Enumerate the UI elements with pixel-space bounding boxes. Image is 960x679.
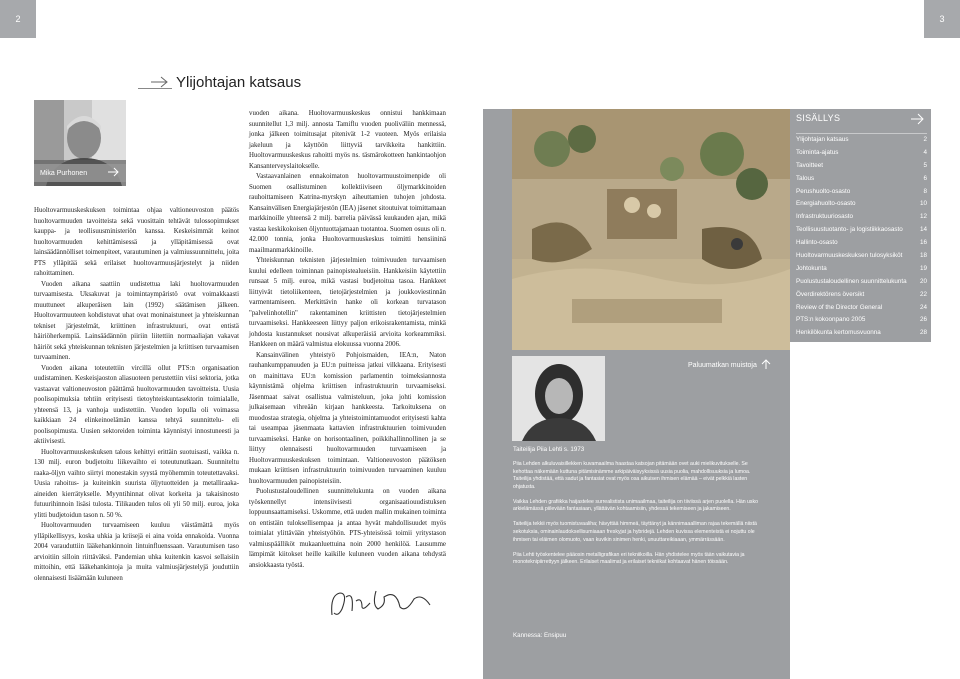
artwork-image [512,109,790,350]
toc-heading: SISÄLLYS [796,113,841,123]
middle-paragraph: vuoden aikana. Huoltovarmuuskeskus onnistui hankkimaan suunnitellut 1,3 milj. annosta Tamiflu vuoden puoliväliin mennessä, jonka jälkeen toimitusajat pitenivät 1-2 vuoteen. Myös erilaisia jakeluun ja käyttöön liittyviä tarvikkeita hankittiin. Huoltovarmuuskeskus rahoitti myös ns. täsmärokotteen hankintaohjon Kansanterveyslaitokselle. [249,110,446,170]
left-paragraph: Vuoden aikana saattiin uudistettua laki huoltovarmuuden turvaamisesta. Uksakuvat ja toimintaympäristö ovat voimakkaasti muuttuneet alkuperäisen lain (1992) säätämisen jälkeen. Huoltovarmuuteen kohdistuvat uhat ovat moninaistuneet ja yhteiskunnan tekniset järjestelmät, kriittinen infrastruktuuri, ovat entistä häiriöherkempiä. Lainsäädännön piiriin liitettiin normaaliajan vakavat häiriöt sekä yhteiskunnan teknisten järjestelmien ja kriittisen turvaamisen turvaaminen. [34,280,239,361]
toc-list [796,133,927,339]
toc-item[interactable]: Tavoitteet 5 [796,161,927,169]
toc-item[interactable]: Hallinto-osasto 16 [796,239,927,247]
left-paragraph: Huoltovarmuuskeskuksen toimintaa ohjaa valtioneuvoston päätös huoltovarmuuden tavoitteista sekä vuosittain tehtävät tulossopimukset kauppa- ja teollisuusministeriön kanssa. Keskeisimmät keinot huoltovarmuuden kehittämisessä ja ylläpitämisessä ovat lainsäädännölliset toimenpiteet, varautuminen ja valmiussuunnittelu, joita PTS ylläpitää sekä erilaiset huoltovarmuusjärjestelyt ja niiden rahoittaminen. [34,207,239,277]
middle-column-text [249,109,446,571]
arrow-up-icon [761,356,771,374]
toc-item[interactable]: Toiminta-ajatus 4 [796,148,927,156]
artwork-link-label: Paluumatkan muistoja [688,361,757,369]
toc-item[interactable]: Henkilökunta kertomusvuonna 28 [796,329,927,337]
left-paragraph: Huoltovarmuuskeskuksen talous kehittyi erittäin suotuisasti, vaikka n. 130 milj. euron budjetoitu liikevaihto ei toteutunutkaan. Suunniteltu raaka-öljyn vaihto siirtyi monestakin syystä myöhemmin toteutettavaksi. Uusia rahoitus- ja kuiteinkin suurista öljytuotteiden ja metalliraaka-aineiden kierrätykselle. Myyntihinnat olivat korkeita ja takaisinosto futuurihinnoin lisäsi tulosta. Tilikauden tulos oli yli 50 milj. euroa, joka ylitti budjetoidun tason n. 50 %. [34,448,239,519]
artist-bio-paragraph: Vaikka Lehden grafiikka haijastelee surrealistista unimaailmaa, taiteilija on tiiviissä arjen puolella. Hän usko arkielämässä piilevään fantasiaan, yllättävän kohtaamisiin, yhdessä tekemiseen ja jakamiseen. [513,498,758,513]
toc-arrow-icon [911,112,925,130]
page-number-right-text: 3 [939,14,945,24]
toc-item[interactable]: Energiahuolto-osasto 10 [796,200,927,208]
toc-item[interactable]: Infrastruktuuriosasto 12 [796,213,927,221]
signature [326,585,436,625]
artist-photo [512,356,605,441]
page-title: Ylijohtajan katsaus [176,74,302,91]
artist-bio [513,461,761,574]
toc-item[interactable]: Teollisuustuotanto- ja logistiikkaosasto 14 [796,226,927,234]
toc-item[interactable]: Review of the Director General 24 [796,303,927,311]
page-number-right [924,0,960,38]
portrait-caption-bar [34,164,126,182]
middle-paragraph: Yhteiskunnan teknisten järjestelmien toimivuuden turvaamisen kuului edelleen toiminnan painopistealueisiin. Hankkeisiin käytettiin runsaat 5 milj. euroa, mikä vastasi budjetoitua tasoa. Hankkeet liittyivät tietoliikenteen, tietojärjestelmien ja joukkoviestinnän varmentamiseen. Merkittävin hanke oli korkean turvatason "palvelinhotellin" rakentaminen kriittisten tietojärjestelmien turvaamiseksi. Hankkeeseen liittyy paljon erikoisrakentamista, minkä johdosta kustannukset nousivat alkuperäisiä arvioita korkeammiksi. Hankkeen on määrä valmistua elokuussa vuonna 2006. [249,257,446,348]
caption-arrow-icon [108,164,120,182]
page-number-left [0,0,36,38]
left-paragraph: Vuoden aikana toteutettiin vircillä ollut PTS:n organisaation uudistaminen. Keskeisjaoston aliasuoteen perustettiin viisi sektoria, jotka vastaavat valtioneuvoston päättämä huoltovarmuuden tavoitteista. Uusia poolisopimuksia tehtiin erityisesti tietoyhteiskuntasektorin toimialalle, yhteensä 13, ja vanhoja uudistettiin. Vuoden lopulla oli voimassa kaikkiaan 24 elinkeinoelämän kanssa tehtyä suunnittelu- eli poolisopimusta. Uusien sektoreiden toiminta käynnistyi innostuneesti ja aktiivisesti. [34,364,239,445]
artist-bio-paragraph: Taiteilija tekkii myös tuomistuvaaliha; hävyttää himmeä, täyttänyt ja kännimaaalliman rajaa tekemällä niistä sekotuksia, ominainlaudoksellisumiaaan freskyjat ja hybridejä. Lehden kuvissa elementeistä ei nojuttu ole ihmisen tai eläimen olomuoto, vaan kuvikin sinimen henki, unuuttareikiaaan, ymmärrässään. [513,521,757,543]
artwork-link[interactable] [688,356,771,374]
page-number-left-text: 2 [15,14,21,24]
middle-paragraph: Vastaavanlainen ennakoimaton huoltovarmuustoimenpide oli Suomen osallistuminen kollektiiviseen öljymarkkinoiden rauhoittamiseen Katrina-myrskyn aiheuttamien tuhojen johdosta. Kansainvälisen Energiajärjestön (IEA) jäsenet sitoutuivat toimittamaan markkinoille yhteensä 2 milj. barrelia päivässä kuukauden ajan, mikä vastaa keskikokoisen öljyntuottajamaan tuotantoa. Suomen osuus oli n. 42.000 tonnia, jonka Huoltovarmuuskeskus toimitti hensiininä maailmanmarkkinoille. [249,173,446,254]
title-arrow-icon [150,75,170,94]
toc-item[interactable]: Johtokunta 19 [796,264,927,272]
toc-item[interactable]: Perushuolto-osasto 8 [796,187,927,195]
toc-item[interactable]: Överdirektörens översikt 22 [796,290,927,298]
toc-item[interactable]: Ylijohtajan katsaus 2 [796,135,927,143]
toc-item[interactable]: PTS:n kokoonpano 2005 26 [796,316,927,324]
left-column-text [34,206,239,584]
toc-item[interactable]: Puolustustaloudellinen suunnittelukunta 20 [796,277,927,285]
cover-caption: Kannessa: Ensipuu [513,632,567,639]
artist-bio-paragraph: Piia Lehden alkuluvaisillekken kuvamaailma haastaa katsojan pitämään ovet auki mielikuvitukselle. Se kehottaa näkemään kuttuna pitämisinämme arkipäiväisyyksissä uusia puolia, mahdollisuuksia ja lumoa. Taiteilija yhdistää, että sadut ja fantasiat ovat myös osa aikuisen ihmisen elämää – eivät pelkkiä lasten ohjatusta. [513,461,751,490]
toc-panel [790,109,931,342]
artist-caption: Taiteilija Piia Lehti s. 1973 [513,446,585,453]
artist-bio-paragraph: Piia Lehti työskentelee pääosin metalligrafikan eri tekniikoilla. Hän yhdistelee myös tään vaikutavia ja monoteknipiirrettyyn jälkeen. Erilaiset maalimat ja erilaiset tekniikat kohtaavat hänen töissään. [513,551,745,566]
middle-paragraph: Kansainvälinen yhteistyö Pohjoismaiden, IEA:n, Naton rauhankumppanuuden ja EU:n puitteissa jatkui vilkkaana. Erityisesti on mainittava EU:n komission parlamentin toimeksiannosta käynnistämä ohjelma kriittisen infrastruktuurin turvaamiseksi. Jäsenmaat saivat osallistua valmisteluun, joka johti komission julkaisemaan vihreään kirjaan hankkeesta. Tarkoituksena on muodostaa strategia, ohjelma ja yhteistoimintamuodot erityisesti kahta tai useampaa jäsenmaata kattavien infrastruktuurien toimivuuden turvaamiseksi. Hanke on horisontaalinen, poikkihallinnollinen ja se liittyy olennaisesti huoltovarmuuden turvaamiseen ja Huoltovarmuuskeskuksen toimintaan. Valtioneuvoston päätöksen mukaan kriittisen infrastruktuurin toimivuuden turvaaminen kuuluu huoltovarmuuden painopisteisiin. [249,351,446,485]
portrait-caption: Mika Purhonen [40,169,88,177]
middle-paragraph: Puolustustaloudellinen suunnittelukunta on vuoden aikana työskennellyt intensiivisesti organisaatiouudistuksen loppuunsaattamiseksi. Uskomme, että uuden mallin mukainen toiminta on entistäin tuloksellisempaa ja antaa hyvät mahdollisuudet myös toimialat ylittävään yhteistyöhön. PTS-yhteisössä toimii yritystason valmiuspäälliköt mukaanluettuina noin 2000 henkilöä. Lausumme lämpimät kiitokset heille kaikille kuluneen vuoden aikana tehdystä ansiokkaasta työstä. [249,488,446,569]
toc-item[interactable]: Talous 6 [796,174,927,182]
toc-item[interactable]: Huoltovarmuuskeskuksen tulosyksiköt 18 [796,251,927,259]
left-paragraph: Huoltovarmuuden turvaamiseen kuuluu väistämättä myös ylläpikellisyys, koska uhkia ja kriisejä ei aina voida ennakoida. Vuonna 2004 varauduttiin lääkehankinnoin lintuinfluenssaan. Varautumisen taso arvioitiin silloin riittäväksi. Pandemian uhka kuitenkin kasvoi sellaisiin mittoihin, että lääkehankintoja ja muita valmiusjärjestelyjä jouduttiin olennaisesti lisäämään kuluneen [34,522,239,582]
